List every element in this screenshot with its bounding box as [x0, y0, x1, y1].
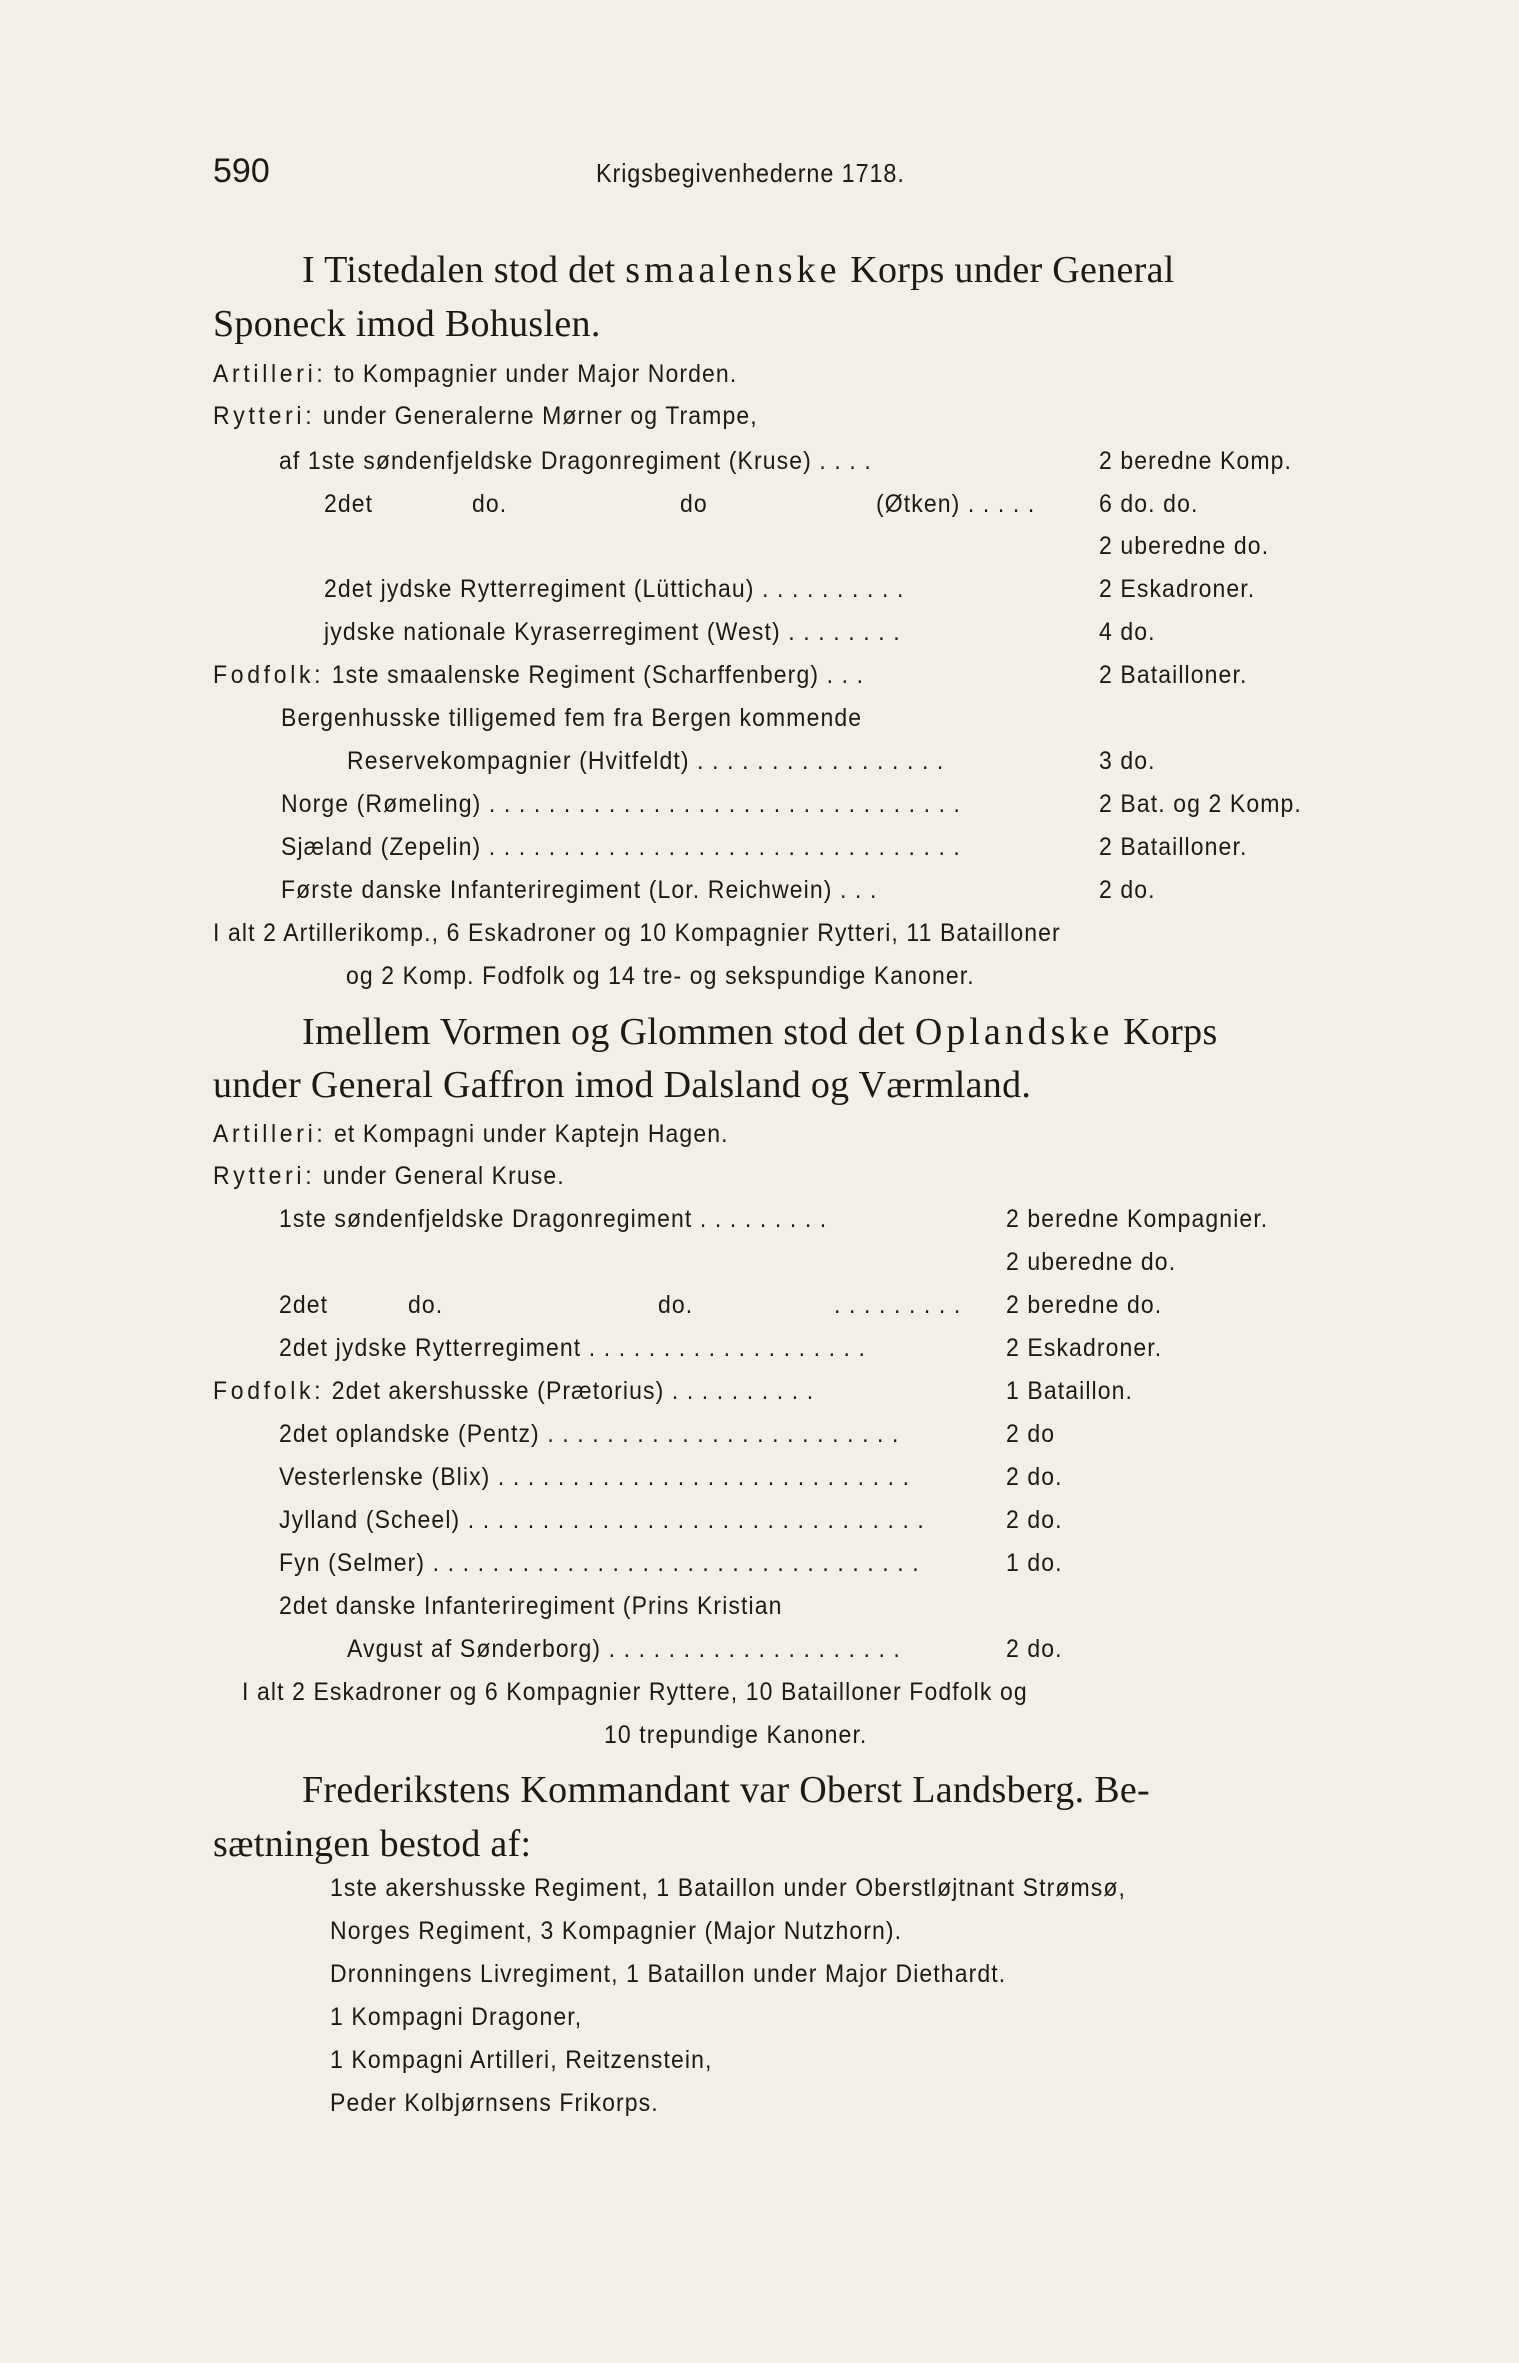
sec1-intro-line1: I Tistedalen stod det smaalenske Korps under General [302, 249, 1175, 291]
sec1-intro-line2: Sponeck imod Bohuslen. [213, 303, 601, 345]
page-number: 590 [213, 152, 270, 190]
sec1-fodfolk: Fodfolk: 1ste smaalenske Regiment (Scharffenberg) . . . [213, 661, 865, 689]
sec2-r3-right: 2 beredne do. [1006, 1291, 1163, 1319]
sec1-r2-d: (Øtken) . . . . . [876, 490, 1036, 518]
sec1-r1-left: af 1ste søndenfjeldske Dragonregiment (Kruse) . . . . [279, 447, 872, 475]
sec1-rytteri: Rytteri: under Generalerne Mørner og Trampe, [213, 402, 758, 430]
sec2-r4-right: 2 Eskadroner. [1006, 1334, 1163, 1362]
sec2-r2-right: 2 uberedne do. [1006, 1248, 1177, 1276]
sec2-r4-left: 2det jydske Rytterregiment . . . . . . . . . . . . . . . . . . . [279, 1334, 867, 1362]
sec2-artilleri: Artilleri: et Kompagni under Kaptejn Hagen. [213, 1120, 729, 1148]
sec2-f5-right: 1 do. [1006, 1549, 1063, 1577]
sec2-r1-right: 2 beredne Kompagnier. [1006, 1205, 1269, 1233]
sec1-r2-c: do [680, 490, 708, 518]
sec2-total-line1: I alt 2 Eskadroner og 6 Kompagnier Ryttere, 10 Batailloner Fodfolk og [242, 1678, 1028, 1706]
sec2-f2-left: 2det oplandske (Pentz) . . . . . . . . . . . . . . . . . . . . . . . . [279, 1420, 900, 1448]
sec2-r3-b: do. [408, 1291, 444, 1319]
sec1-r2-right: 6 do. do. [1099, 490, 1199, 518]
sec2-intro-line1: Imellem Vormen og Glommen stod det Oplandske Korps [302, 1011, 1218, 1053]
sec3-item: Norges Regiment, 3 Kompagnier (Major Nutzhorn). [330, 1917, 903, 1945]
sec1-f5-left: Sjæland (Zepelin) . . . . . . . . . . . . . . . . . . . . . . . . . . . . . . . . [281, 833, 961, 861]
sec1-f6-right: 2 do. [1099, 876, 1156, 904]
sec3-line1: Frederikstens Kommandant var Oberst Landsberg. Be- [302, 1769, 1150, 1811]
sec3-item: 1ste akershusske Regiment, 1 Bataillon under Oberstløjtnant Strømsø, [330, 1874, 1127, 1902]
sec1-r1-right: 2 beredne Komp. [1099, 447, 1293, 475]
sec1-r4-left: 2det jydske Rytterregiment (Lüttichau) . . . . . . . . . . [324, 575, 905, 603]
sec2-f7-left: Avgust af Sønderborg) . . . . . . . . . . . . . . . . . . . . [347, 1635, 901, 1663]
sec1-artilleri: Artilleri: to Kompagnier under Major Norden. [213, 360, 738, 388]
sec1-r2-a: 2det [324, 490, 374, 518]
sec1-f3-left: Reservekompagnier (Hvitfeldt) . . . . . . . . . . . . . . . . . [347, 747, 945, 775]
sec1-r2-b: do. [472, 490, 508, 518]
sec1-r3-right: 2 uberedne do. [1099, 532, 1270, 560]
sec1-f3-right: 3 do. [1099, 747, 1156, 775]
sec1-f5-right: 2 Batailloner. [1099, 833, 1248, 861]
sec3-item: 1 Kompagni Artilleri, Reitzenstein, [330, 2046, 713, 2074]
sec2-r3-a: 2det [279, 1291, 329, 1319]
sec2-fodfolk: Fodfolk: 2det akershusske (Prætorius) . . . . . . . . . . [213, 1377, 815, 1405]
sec2-r3-d: . . . . . . . . . [834, 1291, 962, 1319]
sec1-r5-right: 4 do. [1099, 618, 1156, 646]
sec1-fodfolk-right: 2 Batailloner. [1099, 661, 1248, 689]
sec2-f6: 2det danske Infanteriregiment (Prins Kristian [279, 1592, 783, 1620]
sec2-f5-left: Fyn (Selmer) . . . . . . . . . . . . . . . . . . . . . . . . . . . . . . . . . [279, 1549, 920, 1577]
sec3-item: Peder Kolbjørnsens Frikorps. [330, 2089, 659, 2117]
sec2-f4-left: Jylland (Scheel) . . . . . . . . . . . . . . . . . . . . . . . . . . . . . . . [279, 1506, 925, 1534]
sec2-rytteri: Rytteri: under General Kruse. [213, 1162, 565, 1190]
sec1-r4-right: 2 Eskadroner. [1099, 575, 1256, 603]
sec1-total-line2: og 2 Komp. Fodfolk og 14 tre- og sekspundige Kanoner. [346, 962, 975, 990]
sec1-r5-left: jydske nationale Kyraserregiment (West) . . . . . . . . [324, 618, 901, 646]
sec3-item: 1 Kompagni Dragoner, [330, 2003, 583, 2031]
sec2-f4-right: 2 do. [1006, 1506, 1063, 1534]
sec2-total-line2: 10 trepundige Kanoner. [604, 1721, 868, 1749]
sec2-r3-c: do. [658, 1291, 694, 1319]
sec2-fodfolk-right: 1 Bataillon. [1006, 1377, 1134, 1405]
sec1-f4-right: 2 Bat. og 2 Komp. [1099, 790, 1302, 818]
sec3-line2: sætningen bestod af: [213, 1823, 532, 1865]
sec2-r1-left: 1ste søndenfjeldske Dragonregiment . . . . . . . . . [279, 1205, 828, 1233]
sec1-f2: Bergenhusske tilligemed fem fra Bergen kommende [281, 704, 863, 732]
running-title: Krigsbegivenhederne 1718. [596, 158, 905, 188]
sec2-f7-right: 2 do. [1006, 1635, 1063, 1663]
sec1-f4-left: Norge (Rømeling) . . . . . . . . . . . . . . . . . . . . . . . . . . . . . . . . [281, 790, 962, 818]
sec2-f3-right: 2 do. [1006, 1463, 1063, 1491]
sec2-f3-left: Vesterlenske (Blix) . . . . . . . . . . . . . . . . . . . . . . . . . . . . [279, 1463, 911, 1491]
sec2-intro-line2: under General Gaffron imod Dalsland og Værmland. [213, 1064, 1032, 1106]
sec1-total-line1: I alt 2 Artillerikomp., 6 Eskadroner og 10 Kompagnier Rytteri, 11 Batailloner [213, 919, 1061, 947]
sec3-item: Dronningens Livregiment, 1 Bataillon under Major Diethardt. [330, 1960, 1007, 1988]
sec1-f6-left: Første danske Infanteriregiment (Lor. Reichwein) . . . [281, 876, 878, 904]
sec2-f2-right: 2 do [1006, 1420, 1056, 1448]
